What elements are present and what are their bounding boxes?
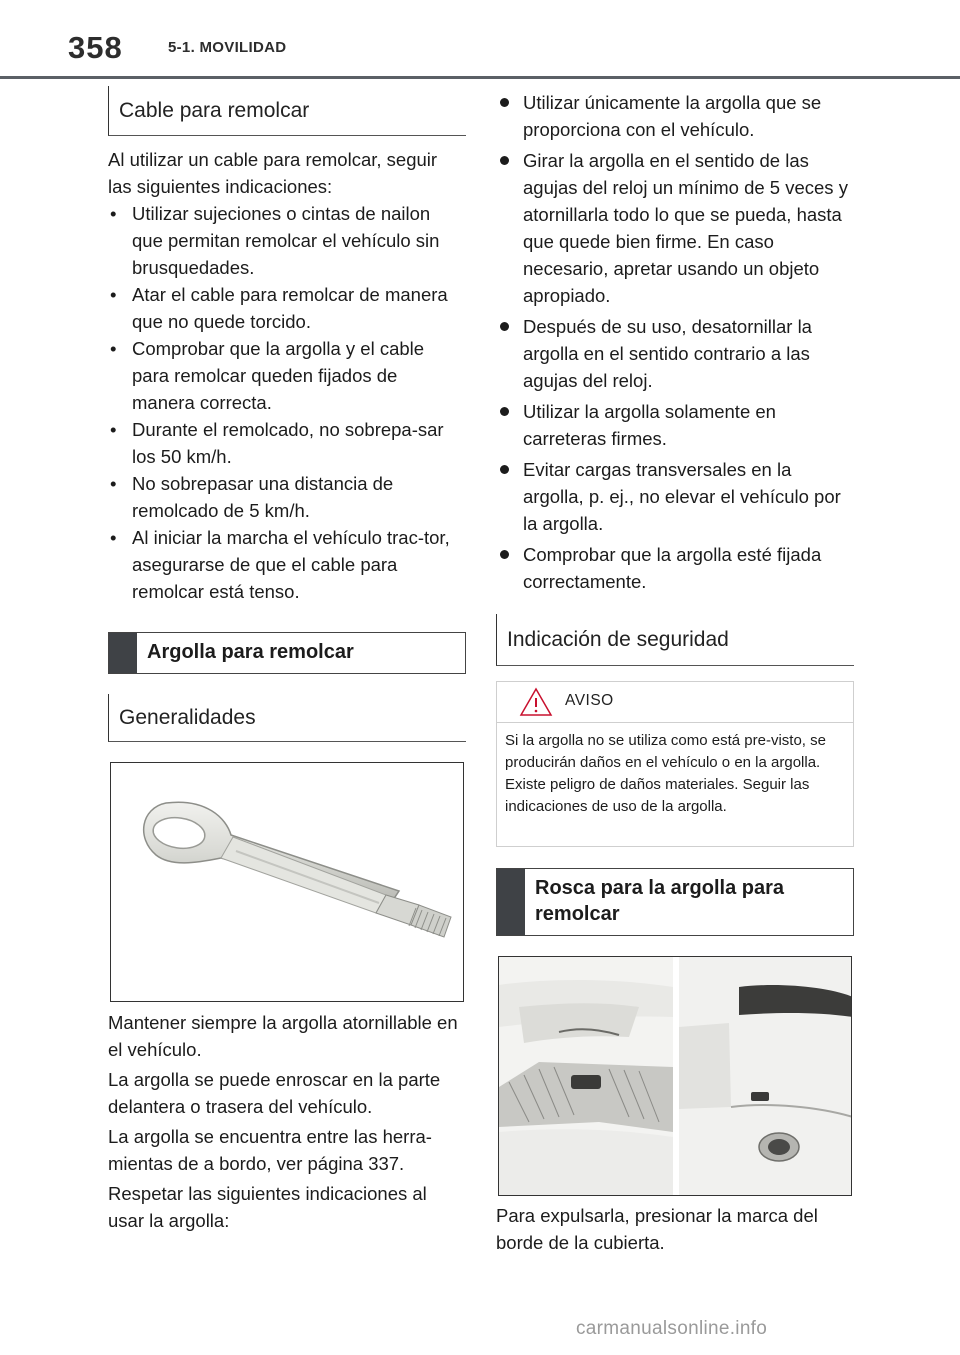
argolla-heading	[108, 632, 466, 674]
para-mantener: Mantener siempre la argolla atornillable en el vehículo.	[108, 1012, 458, 1060]
tow-eye-illustration	[111, 763, 464, 1002]
bullet-dot	[500, 98, 509, 107]
cable-heading	[108, 86, 466, 136]
cable-intro: Al utilizar un cable para remolcar, seguir las siguientes indicaciones:	[108, 149, 438, 197]
list-item: Comprobar que la argolla esté fijada correctamente.	[496, 541, 854, 595]
warning-text: Si la argolla no se utiliza como está pre-visto, se producirán daños en el vehículo o en la argolla. Existe peligro de daños materiales. Seguir las indicaciones de uso de la argolla.	[505, 732, 826, 815]
heading-bar	[497, 869, 525, 935]
seguridad-heading-text: Indicación de seguridad	[507, 628, 729, 651]
car-bumper-figure	[498, 956, 852, 1196]
section-label: 5-1. MOVILIDAD	[168, 39, 287, 56]
list-item: • Atar el cable para remolcar de manera que no quede torcido.	[110, 284, 448, 332]
watermark: carmanualsonline.info	[576, 1318, 768, 1339]
rosca-heading-text: Rosca para la argolla para remolcar	[535, 877, 785, 925]
bullet-dot	[500, 322, 509, 331]
bullet-dot	[500, 156, 509, 165]
list-item: Girar la argolla en el sentido de las agujas del reloj un mínimo de 5 veces y atornillarla todo lo que se pueda, hasta que quede bien firme. En caso necesario, apretar usando un objeto apropiado.	[496, 147, 854, 309]
list-item: • Durante el remolcado, no sobrepa-sar los 50 km/h.	[110, 419, 444, 467]
list-item: • Al iniciar la marcha el vehículo trac-tor, asegurarse de que el cable para remolcar está tenso.	[110, 527, 450, 602]
bullet-dot	[500, 465, 509, 474]
list-item: Utilizar la argolla solamente en carreteras firmes.	[496, 398, 854, 452]
page-header	[0, 0, 960, 80]
warning-box	[496, 681, 854, 847]
warning-header	[497, 682, 853, 723]
list-item: Evitar cargas transversales en la argolla, p. ej., no elevar el vehículo por la argolla.	[496, 456, 854, 537]
heading-bar	[109, 633, 137, 673]
seguridad-heading	[496, 614, 854, 666]
list-item: Después de su uso, desatornillar la argolla en el sentido contrario a las agujas del reloj.	[496, 313, 854, 394]
generalidades-heading-text: Generalidades	[119, 706, 256, 729]
bumper-illustration	[499, 957, 852, 1196]
header-rule	[0, 76, 960, 79]
para-expulsarla: Para expulsarla, presionar la marca del borde de la cubierta.	[496, 1205, 818, 1253]
argolla-rules-list	[496, 89, 854, 599]
argolla-heading-text: Argolla para remolcar	[147, 641, 354, 663]
cable-heading-text: Cable para remolcar	[119, 99, 310, 122]
para-encuentra: La argolla se encuentra entre las herra-mientas de a bordo, ver página 337.	[108, 1126, 432, 1174]
para-respetar: Respetar las siguientes indicaciones al usar la argolla:	[108, 1183, 427, 1231]
list-item: • No sobrepasar una distancia de remolcado de 5 km/h.	[110, 473, 394, 521]
page-number: 358	[68, 30, 123, 65]
list-item: Utilizar únicamente la argolla que se proporciona con el vehículo.	[496, 89, 854, 143]
bullet-dot	[500, 550, 509, 559]
warning-title: AVISO	[565, 692, 614, 709]
tow-eye-figure	[110, 762, 464, 1002]
list-item: • Comprobar que la argolla y el cable para remolcar queden fijados de manera correcta.	[110, 338, 425, 413]
bullet-dot	[500, 407, 509, 416]
para-enroscar: La argolla se puede enroscar en la parte delantera o trasera del vehículo.	[108, 1069, 441, 1117]
cable-items-list	[108, 200, 460, 605]
rosca-heading	[496, 868, 854, 936]
generalidades-heading	[108, 694, 466, 742]
list-item: • Utilizar sujeciones o cintas de nailon que permitan remolcar el vehículo sin brusquedades.	[110, 203, 440, 278]
warning-triangle-icon	[519, 687, 553, 717]
